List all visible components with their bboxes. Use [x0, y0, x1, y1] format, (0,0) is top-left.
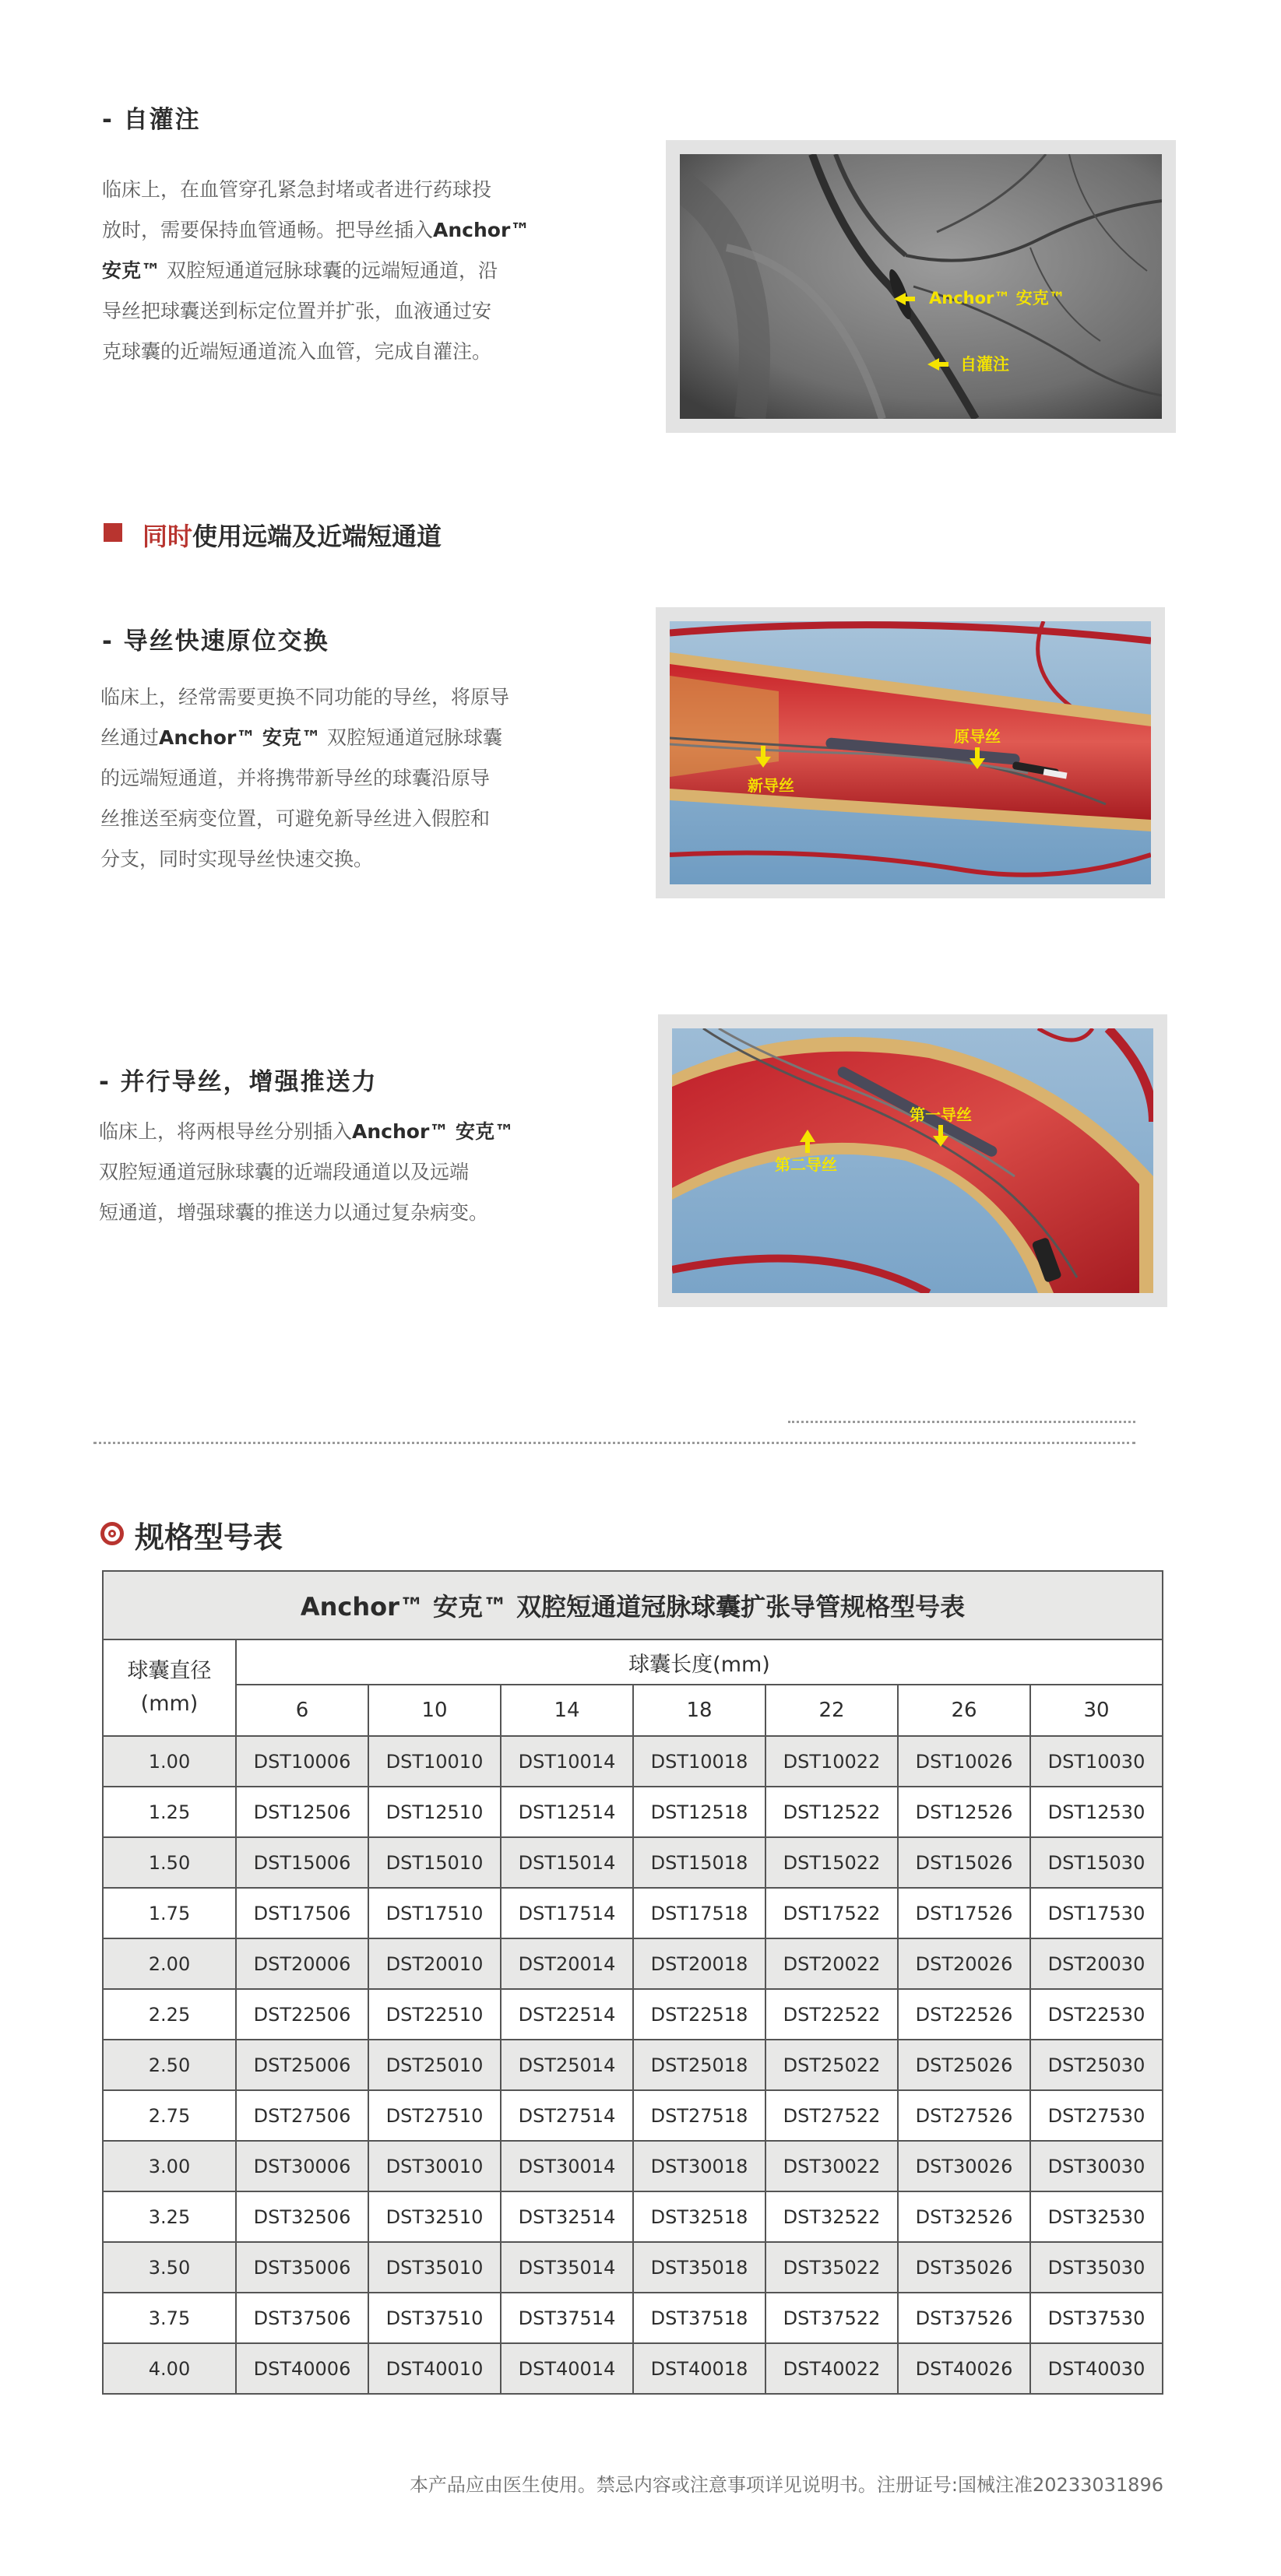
model-code-cell: DST10018: [633, 1736, 765, 1787]
model-code-cell: DST32506: [236, 2191, 368, 2242]
length-header-cell: 30: [1030, 1685, 1163, 1736]
model-code-cell: DST22518: [633, 1989, 765, 2040]
table-row: [103, 1736, 1163, 1787]
diameter-cell: 1.75: [103, 1888, 236, 1938]
model-code-cell: DST32526: [898, 2191, 1030, 2242]
model-code-cell: DST30030: [1030, 2141, 1163, 2191]
angiogram-image: [680, 154, 1162, 419]
paragraph-line: [99, 1193, 582, 1233]
model-code-cell: DST12530: [1030, 1787, 1163, 1837]
model-code-cell: DST20018: [633, 1938, 765, 1989]
model-code-cell: DST37518: [633, 2293, 765, 2343]
model-code-cell: DST10006: [236, 1736, 368, 1787]
model-code-cell: DST40022: [765, 2343, 898, 2394]
model-code-cell: DST22510: [368, 1989, 501, 2040]
model-code-cell: DST12522: [765, 1787, 898, 1837]
simultaneous-channels-heading: [143, 517, 442, 553]
section-marker: [104, 523, 122, 542]
model-code-cell: DST25018: [633, 2040, 765, 2090]
model-code-cell: DST27526: [898, 2090, 1030, 2141]
table-row: [103, 2040, 1163, 2090]
model-code-cell: DST37526: [898, 2293, 1030, 2343]
model-code-cell: DST20014: [501, 1938, 633, 1989]
spec-table-caption: Anchor™ 安克™ 双腔短通道冠脉球囊扩张导管规格型号表: [103, 1571, 1163, 1639]
table-row: [103, 2343, 1163, 2394]
model-code-cell: DST37530: [1030, 2293, 1163, 2343]
paragraph-line: [102, 251, 585, 291]
dotted-divider-long: [93, 1442, 1135, 1444]
brand-name-text: 安克™: [102, 259, 161, 282]
vessel-illustration-exchange: [670, 621, 1151, 884]
model-code-cell: DST35006: [236, 2242, 368, 2293]
diameter-header-label: 球囊直径: [127, 1659, 212, 1683]
model-code-cell: DST12526: [898, 1787, 1030, 1837]
model-code-cell: DST17510: [368, 1888, 501, 1938]
heading-accent-text: 同时: [143, 522, 193, 551]
model-code-cell: DST15022: [765, 1837, 898, 1888]
paragraph-text: 丝通过: [100, 726, 160, 749]
model-code-cell: DST30018: [633, 2141, 765, 2191]
label-second-wire: 第二导丝: [775, 1155, 837, 1174]
model-code-cell: DST17522: [765, 1888, 898, 1938]
model-code-cell: DST30010: [368, 2141, 501, 2191]
model-code-cell: DST15006: [236, 1837, 368, 1888]
paragraph-line: [100, 758, 583, 799]
model-code-cell: DST35018: [633, 2242, 765, 2293]
model-code-cell: DST37506: [236, 2293, 368, 2343]
length-header-cell: 26: [898, 1685, 1030, 1736]
diameter-cell: 1.25: [103, 1787, 236, 1837]
model-code-cell: DST15010: [368, 1837, 501, 1888]
paragraph-line: [100, 718, 583, 758]
model-code-cell: DST12514: [501, 1787, 633, 1837]
model-code-cell: DST30026: [898, 2141, 1030, 2191]
model-code-cell: DST10026: [898, 1736, 1030, 1787]
table-row: [103, 2191, 1163, 2242]
paragraph-line: [100, 677, 583, 718]
brand-name-text: Anchor™ 安克™: [352, 1120, 514, 1143]
diameter-cell: 4.00: [103, 2343, 236, 2394]
model-code-cell: DST40010: [368, 2343, 501, 2394]
model-code-cell: DST32510: [368, 2191, 501, 2242]
paragraph-line: [100, 839, 583, 880]
model-code-cell: DST20026: [898, 1938, 1030, 1989]
model-code-cell: DST25014: [501, 2040, 633, 2090]
paragraph-text: 克球囊的近端短通道流入血管，完成自灌注。: [102, 340, 492, 363]
model-code-cell: DST22514: [501, 1989, 633, 2040]
model-code-cell: DST32522: [765, 2191, 898, 2242]
diameter-cell: 2.75: [103, 2090, 236, 2141]
paragraph-line: [102, 291, 585, 332]
model-code-cell: DST15014: [501, 1837, 633, 1888]
paragraph-line: [102, 210, 585, 251]
length-header-cell: 10: [368, 1685, 501, 1736]
model-code-cell: DST12518: [633, 1787, 765, 1837]
model-code-cell: DST37522: [765, 2293, 898, 2343]
model-code-cell: DST30006: [236, 2141, 368, 2191]
model-code-cell: DST25010: [368, 2040, 501, 2090]
model-code-cell: DST40014: [501, 2343, 633, 2394]
length-header-cell: 6: [236, 1685, 368, 1736]
paragraph-line: [102, 332, 585, 372]
model-code-cell: DST20030: [1030, 1938, 1163, 1989]
table-row: [103, 2242, 1163, 2293]
model-code-cell: DST30022: [765, 2141, 898, 2191]
guidewire-exchange-title: - 导丝快速原位交换: [102, 627, 329, 655]
label-self-perfusion: 自灌注: [960, 355, 1009, 374]
length-header-cell: 14: [501, 1685, 633, 1736]
table-row: [103, 1888, 1163, 1938]
model-code-cell: DST27514: [501, 2090, 633, 2141]
diameter-cell: 2.25: [103, 1989, 236, 2040]
paragraph-text: 导丝把球囊送到标定位置并扩张，血液通过安: [102, 300, 492, 322]
model-code-cell: DST10030: [1030, 1736, 1163, 1787]
model-code-cell: DST17526: [898, 1888, 1030, 1938]
model-code-cell: DST40006: [236, 2343, 368, 2394]
model-code-cell: DST25022: [765, 2040, 898, 2090]
paragraph-line: [99, 1152, 582, 1193]
diameter-cell: 1.50: [103, 1837, 236, 1888]
model-code-cell: DST10010: [368, 1736, 501, 1787]
footer-disclaimer: 本产品应由医生使用。禁忌内容或注意事项详见说明书。注册证号:国械注准20233031896: [409, 2474, 1163, 2496]
paragraph-text: 双腔短通道冠脉球囊: [321, 726, 502, 749]
diameter-cell: 3.25: [103, 2191, 236, 2242]
paragraph-text: 丝推送至病变位置，可避免新导丝进入假腔和: [100, 807, 491, 830]
parallel-wire-image-frame: [658, 1014, 1167, 1307]
model-code-cell: DST15018: [633, 1837, 765, 1888]
vessel-illustration-parallel: [672, 1028, 1153, 1293]
model-code-cell: DST22530: [1030, 1989, 1163, 2040]
model-code-cell: DST22526: [898, 1989, 1030, 2040]
label-anchor-device: Anchor™ 安克™: [929, 289, 1065, 308]
table-row: [103, 2090, 1163, 2141]
model-code-cell: DST37510: [368, 2293, 501, 2343]
paragraph-text: 临床上，经常需要更换不同功能的导丝，将原导: [100, 686, 510, 708]
label-new-wire: 新导丝: [748, 776, 794, 795]
table-row: [103, 1938, 1163, 1989]
model-code-cell: DST12506: [236, 1787, 368, 1837]
model-code-cell: DST20010: [368, 1938, 501, 1989]
paragraph-text: 放时，需要保持血管通畅。把导丝插入: [102, 219, 434, 241]
length-header-cell: 22: [765, 1685, 898, 1736]
model-code-cell: DST27506: [236, 2090, 368, 2141]
model-code-cell: DST17514: [501, 1888, 633, 1938]
target-icon: [100, 1522, 124, 1545]
model-code-cell: DST35026: [898, 2242, 1030, 2293]
table-row: [103, 2293, 1163, 2343]
model-code-cell: DST40026: [898, 2343, 1030, 2394]
paragraph-text: 分支，同时实现导丝快速交换。: [100, 848, 374, 870]
model-code-cell: DST17518: [633, 1888, 765, 1938]
model-code-cell: DST27510: [368, 2090, 501, 2141]
paragraph-text: 临床上，将两根导丝分别插入: [99, 1120, 353, 1143]
table-row: [103, 2141, 1163, 2191]
diameter-cell: 2.50: [103, 2040, 236, 2090]
self-perfusion-paragraph: [102, 170, 585, 372]
label-original-wire: 原导丝: [954, 727, 1001, 746]
parallel-wire-title: - 并行导丝，增强推送力: [99, 1068, 378, 1096]
paragraph-text: 短通道，增强球囊的推送力以通过复杂病变。: [99, 1201, 489, 1224]
model-code-cell: DST35022: [765, 2242, 898, 2293]
model-code-cell: DST10022: [765, 1736, 898, 1787]
self-perfusion-title: - 自灌注: [102, 106, 201, 134]
model-code-cell: DST17530: [1030, 1888, 1163, 1938]
model-code-cell: DST35014: [501, 2242, 633, 2293]
dotted-divider-short: [788, 1421, 1135, 1423]
model-code-cell: DST25026: [898, 2040, 1030, 2090]
model-code-cell: DST20022: [765, 1938, 898, 1989]
brand-name-text: Anchor™ 安克™: [159, 726, 321, 749]
paragraph-text: 的远端短通道，并将携带新导丝的球囊沿原导: [100, 767, 491, 789]
table-row: [103, 1989, 1163, 2040]
paragraph-text: 双腔短通道冠脉球囊的近端段通道以及远端: [99, 1161, 470, 1183]
label-first-wire: 第一导丝: [910, 1105, 972, 1124]
model-code-cell: DST17506: [236, 1888, 368, 1938]
model-code-cell: DST40030: [1030, 2343, 1163, 2394]
model-code-cell: DST15030: [1030, 1837, 1163, 1888]
heading-rest-text: 使用远端及近端短通道: [192, 522, 442, 551]
length-header-cell: 18: [633, 1685, 765, 1736]
table-row: [103, 1787, 1163, 1837]
diameter-header-unit: (mm): [140, 1692, 199, 1716]
model-code-cell: DST35010: [368, 2242, 501, 2293]
model-code-cell: DST37514: [501, 2293, 633, 2343]
paragraph-text: 临床上，在血管穿孔紧急封堵或者进行药球投: [102, 178, 492, 201]
model-code-cell: DST10014: [501, 1736, 633, 1787]
model-code-cell: DST30014: [501, 2141, 633, 2191]
model-code-cell: DST15026: [898, 1837, 1030, 1888]
diameter-cell: 2.00: [103, 1938, 236, 1989]
model-code-cell: DST32530: [1030, 2191, 1163, 2242]
model-code-cell: DST22506: [236, 1989, 368, 2040]
diameter-cell: 3.00: [103, 2141, 236, 2191]
guidewire-exchange-paragraph: [100, 677, 583, 880]
model-code-cell: DST27530: [1030, 2090, 1163, 2141]
model-code-cell: DST20006: [236, 1938, 368, 1989]
diameter-header: [103, 1639, 236, 1736]
model-code-cell: DST27518: [633, 2090, 765, 2141]
model-code-cell: DST40018: [633, 2343, 765, 2394]
model-code-cell: DST32518: [633, 2191, 765, 2242]
diameter-cell: 3.75: [103, 2293, 236, 2343]
model-code-cell: DST35030: [1030, 2242, 1163, 2293]
length-header: 球囊长度(mm): [236, 1639, 1163, 1685]
spec-table: [102, 1570, 1163, 2395]
model-code-cell: DST25030: [1030, 2040, 1163, 2090]
model-code-cell: DST27522: [765, 2090, 898, 2141]
model-code-cell: DST25006: [236, 2040, 368, 2090]
paragraph-line: [99, 1112, 582, 1152]
angiogram-image-frame: [666, 140, 1176, 433]
table-row: [103, 1837, 1163, 1888]
paragraph-text: 双腔短通道冠脉球囊的远端短通道，沿: [160, 259, 498, 282]
model-code-cell: DST12510: [368, 1787, 501, 1837]
parallel-wire-paragraph: [99, 1112, 582, 1233]
paragraph-line: [102, 170, 585, 210]
spec-section-heading: 规格型号表: [135, 1520, 283, 1555]
paragraph-line: [100, 799, 583, 839]
model-code-cell: DST32514: [501, 2191, 633, 2242]
guidewire-exchange-image-frame: [656, 607, 1165, 898]
diameter-cell: 3.50: [103, 2242, 236, 2293]
diameter-cell: 1.00: [103, 1736, 236, 1787]
model-code-cell: DST22522: [765, 1989, 898, 2040]
brand-name-text: Anchor™: [433, 219, 530, 241]
